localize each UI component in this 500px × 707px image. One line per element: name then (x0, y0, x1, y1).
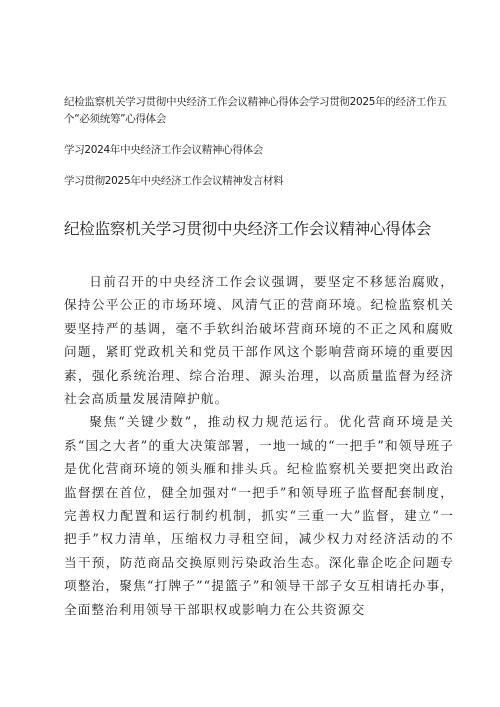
article-title: 纪检监察机关学习贯彻中央经济工作会议精神心得体会 (64, 220, 432, 238)
related-article-link[interactable]: 纪检监察机关学习贯彻中央经济工作会议精神心得体会学习贯彻2025年的经济工作五个“必须统筹”心得体会 (64, 96, 447, 125)
article-paragraph: 聚焦“关键少数”，推动权力规范运行。优化营商环境是关系“国之大者”的重大决策部署，一地一域的“一把手”和领导班子是优化营商环境的领头雁和排头兵。纪检监察机关要把突出政治监督摆在首位，健全加强对“一把手”和领导班子监督配套制度，完善权力配置和运行制约机制，抓实“三重一大”监督，建立“一把手”权力清单，压缩权力寻租空间，减少权力对经济活动的不当干预，防范商品交换原则污染政治生态。深化靠企吃企问题专项整治，聚焦“打牌子”“提篮子”和领导干部子女互相请托办事，全面整治利用领导干部职权或影响力在公共资源交 (64, 414, 454, 617)
related-articles-list (64, 94, 454, 190)
related-article-link[interactable]: 学习2024年中央经济工作会议精神心得体会 (64, 144, 263, 156)
article-paragraph: 日前召开的中央经济工作会议强调，要坚定不移惩治腐败，保持公平公正的市场环境、风清气正的营商环境。纪检监察机关要坚持严的基调，毫不手软纠治破坏营商环境的不正之风和腐败问题，紧盯党政机关和党员干部作风这个影响营商环境的重要因素，强化系统治理、综合治理、源头治理，以高质量监督为经济社会高质量发展清障护航。 (64, 274, 454, 407)
article-body (64, 270, 454, 621)
related-article-link[interactable]: 学习贯彻2025年中央经济工作会议精神发言材料 (64, 175, 284, 187)
